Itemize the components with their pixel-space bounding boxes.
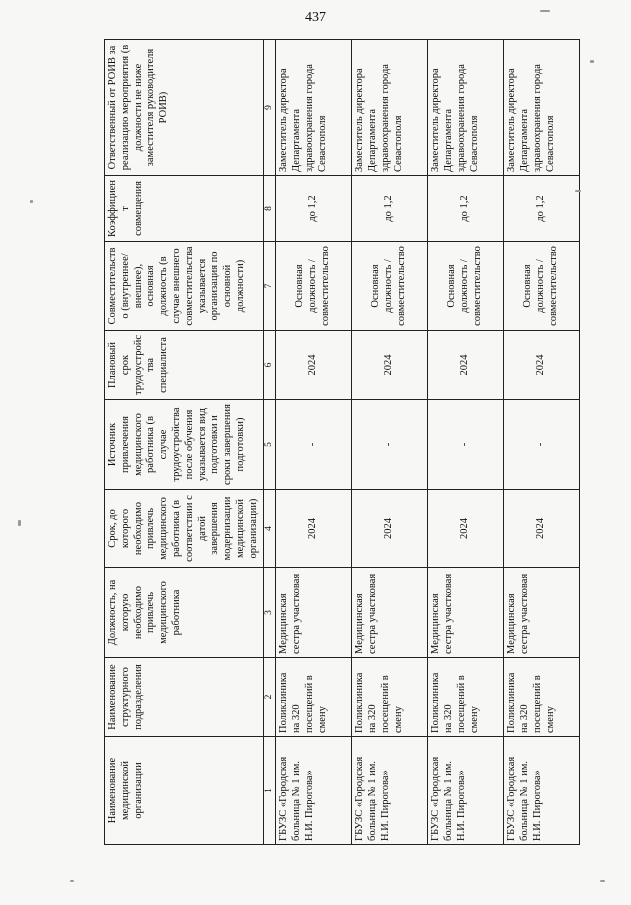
column-number: 2 xyxy=(263,658,276,737)
coefficient-cell: до 1,2 xyxy=(276,176,352,242)
employment-type-cell: Основная должность / совместительство xyxy=(504,242,580,331)
source-cell: - xyxy=(504,400,580,490)
scan-speck xyxy=(575,190,581,192)
position-cell: Медицинская сестра участковая xyxy=(504,568,580,658)
header-cell: Должность, на которую необходимо привлечь медицинского работника xyxy=(105,568,264,658)
organization-cell: ГБУЗС «Городская больница № 1 им. Н.И. Пирогова» xyxy=(352,737,428,845)
coefficient-cell: до 1,2 xyxy=(504,176,580,242)
header-cell: Плановый срок трудоустройства специалиста xyxy=(105,331,264,400)
planned-date-cell: 2024 xyxy=(352,331,428,400)
header-cell: Источник привлечения медицинского работника (в случае трудоустройства после обучения указывается вид подготовки и сроки завершения подготовки) xyxy=(105,400,264,490)
scan-speck xyxy=(70,880,74,882)
header-cell: Коэффициент совмещения xyxy=(105,176,264,242)
coefficient-cell: до 1,2 xyxy=(352,176,428,242)
header-cell: Срок, до которого необходимо привлечь медицинского работника (в соответствии с датой завершения модернизации медицинской организации) xyxy=(105,490,264,568)
column-number: 5 xyxy=(263,400,276,490)
column-number: 9 xyxy=(263,40,276,176)
column-number-row xyxy=(263,40,276,845)
page-number: 437 xyxy=(305,10,326,25)
header-cell: Совместительство (внутреннее/внешнее), основная должность (в случае внешнего совместительства указывается организация по основной должности) xyxy=(105,242,264,331)
header-cell: Наименование структурного подразделения xyxy=(105,658,264,737)
coefficient-cell: до 1,2 xyxy=(428,176,504,242)
employment-type-cell: Основная должность / совместительство xyxy=(276,242,352,331)
column-number: 6 xyxy=(263,331,276,400)
organization-cell: ГБУЗС «Городская больница № 1 им. Н.И. Пирогова» xyxy=(428,737,504,845)
deadline-cell: 2024 xyxy=(276,490,352,568)
scan-speck xyxy=(18,520,21,526)
source-cell: - xyxy=(276,400,352,490)
department-cell: Поликлиника на 320 посещений в смену xyxy=(428,658,504,737)
header-row xyxy=(105,40,264,845)
department-cell: Поликлиника на 320 посещений в смену xyxy=(276,658,352,737)
planned-date-cell: 2024 xyxy=(504,331,580,400)
source-cell: - xyxy=(428,400,504,490)
department-cell: Поликлиника на 320 посещений в смену xyxy=(504,658,580,737)
responsible-cell: Заместитель директора Департамента здравоохранения города Севастополя xyxy=(504,40,580,176)
source-cell: - xyxy=(352,400,428,490)
header-cell: Ответственный от РОИВ за реализацию мероприятия (в должности не ниже заместителя руководителя РОИВ) xyxy=(105,40,264,176)
table-row xyxy=(428,40,504,845)
planned-date-cell: 2024 xyxy=(276,331,352,400)
responsible-cell: Заместитель директора Департамента здравоохранения города Севастополя xyxy=(276,40,352,176)
department-cell: Поликлиника на 320 посещений в смену xyxy=(352,658,428,737)
position-cell: Медицинская сестра участковая xyxy=(352,568,428,658)
scan-speck xyxy=(30,200,33,203)
column-number: 7 xyxy=(263,242,276,331)
column-number: 3 xyxy=(263,568,276,658)
deadline-cell: 2024 xyxy=(428,490,504,568)
table-row xyxy=(352,40,428,845)
organization-cell: ГБУЗС «Городская больница № 1 им. Н.И. Пирогова» xyxy=(504,737,580,845)
position-cell: Медицинская сестра участковая xyxy=(428,568,504,658)
table-row xyxy=(276,40,352,845)
column-number: 4 xyxy=(263,490,276,568)
employment-type-cell: Основная должность / совместительство xyxy=(428,242,504,331)
scan-speck xyxy=(600,880,605,882)
deadline-cell: 2024 xyxy=(504,490,580,568)
scan-speck xyxy=(540,10,550,12)
organization-cell: ГБУЗС «Городская больница № 1 им. Н.И. Пирогова» xyxy=(276,737,352,845)
column-number: 1 xyxy=(263,737,276,845)
staffing-table xyxy=(104,39,580,845)
deadline-cell: 2024 xyxy=(352,490,428,568)
rotated-table-wrapper xyxy=(104,40,560,845)
planned-date-cell: 2024 xyxy=(428,331,504,400)
table-row xyxy=(504,40,580,845)
responsible-cell: Заместитель директора Департамента здравоохранения города Севастополя xyxy=(428,40,504,176)
employment-type-cell: Основная должность / совместительство xyxy=(352,242,428,331)
header-cell: Наименование медицинской организации xyxy=(105,737,264,845)
column-number: 8 xyxy=(263,176,276,242)
scan-speck xyxy=(590,60,594,63)
responsible-cell: Заместитель директора Департамента здравоохранения города Севастополя xyxy=(352,40,428,176)
position-cell: Медицинская сестра участковая xyxy=(276,568,352,658)
